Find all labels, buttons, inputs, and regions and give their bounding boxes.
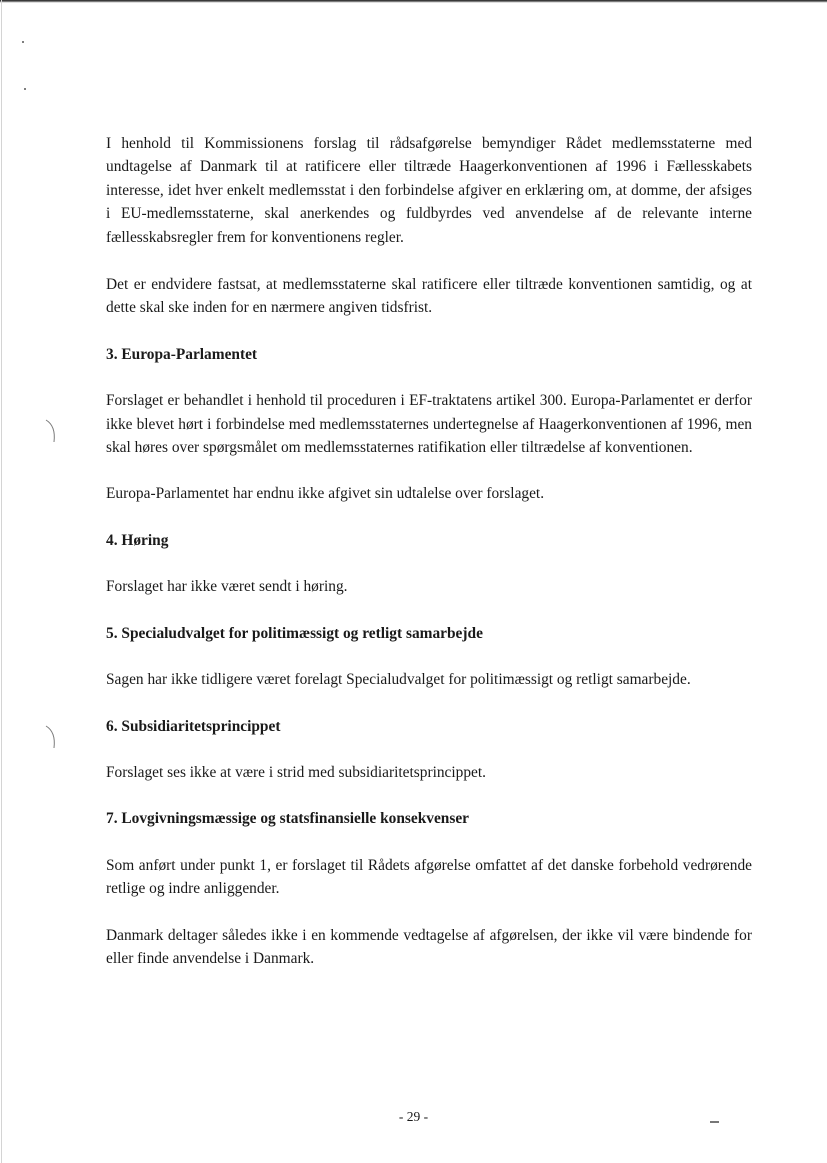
- paragraph-danish-reservation: Som anført under punkt 1, er forslaget til Rådets afgørelse omfattet af det danske forbehold vedrørende retlige og indre anliggender.: [106, 856, 752, 898]
- punch-hole-mark-icon: [44, 418, 58, 444]
- section-heading-hoering: 4. Høring: [106, 531, 169, 549]
- document-body: [106, 132, 752, 970]
- section-heading-specialudvalget: 5. Specialudvalget for politimæssigt og retligt samarbejde: [106, 624, 483, 642]
- punch-hole-mark-icon: [44, 724, 58, 750]
- top-edge-rule: [0, 0, 827, 3]
- page-number: - 29 -: [398, 1109, 429, 1124]
- paragraph-parliament-opinion: Europa-Parlamentet har endnu ikke afgivet sin udtalelse over forslaget.: [106, 485, 545, 503]
- paragraph-authorisation: I henhold til Kommissionens forslag til rådsafgørelse bemyndiger Rådet medlemsstaterne med undtagelse af Danmark til at ratificere eller tiltræde Haagerkonventionen af 1996 i Fællesskabets interesse, idet hver enkelt medlemsstat i den forbindelse afgiver en erklæring om, at domme, der afsiges i EU-medlemsstaterne, skal anerkendes og fuldbyrdes ved anvendelse af de relevante interne fællesskabsregler frem for konventionens regler.: [106, 135, 752, 246]
- paragraph-ratification-timing: Det er endvidere fastsat, at medlemsstaterne skal ratificere eller tiltræde konventionen samtidig, og at dette skal ske inden for en nærmere angiven tidsfrist.: [106, 276, 752, 317]
- scan-corner-mark: [710, 1121, 719, 1123]
- left-edge-line: [1, 0, 2, 1163]
- paragraph-subsidiaritet: Forslaget ses ikke at være i strid med subsidiaritetsprincippet.: [106, 763, 486, 781]
- scan-speck: [22, 41, 24, 43]
- paragraph-hoering: Forslaget har ikke været sendt i høring.: [106, 578, 348, 596]
- paragraph-specialudvalget: Sagen har ikke tidligere været forelagt Specialudvalget for politimæssigt og retligt samarbejde.: [106, 671, 691, 689]
- section-heading-konsekvenser: 7. Lovgivningsmæssige og statsfinansielle konsekvenser: [106, 810, 469, 828]
- paragraph-danish-nonparticipation: Danmark deltager således ikke i en kommende vedtagelse af afgørelsen, der ikke vil være bindende for eller finde anvendelse i Danmark.: [106, 926, 752, 967]
- section-heading-subsidiaritet: 6. Subsidiaritetsprincippet: [106, 717, 281, 735]
- scan-speck: [24, 88, 26, 90]
- section-heading-europa-parlamentet: 3. Europa-Parlamentet: [106, 345, 258, 363]
- paragraph-parliament-procedure: Forslaget er behandlet i henhold til proceduren i EF-traktatens artikel 300. Europa-Parlamentet er derfor ikke blevet hørt i forbindelse med medlemsstaternes undertegnelse af Haagerkonventionen af 1996, men skal høres over spørgsmålet om medlemsstaternes ratifikation eller tiltrædelse af konventionen.: [106, 392, 752, 457]
